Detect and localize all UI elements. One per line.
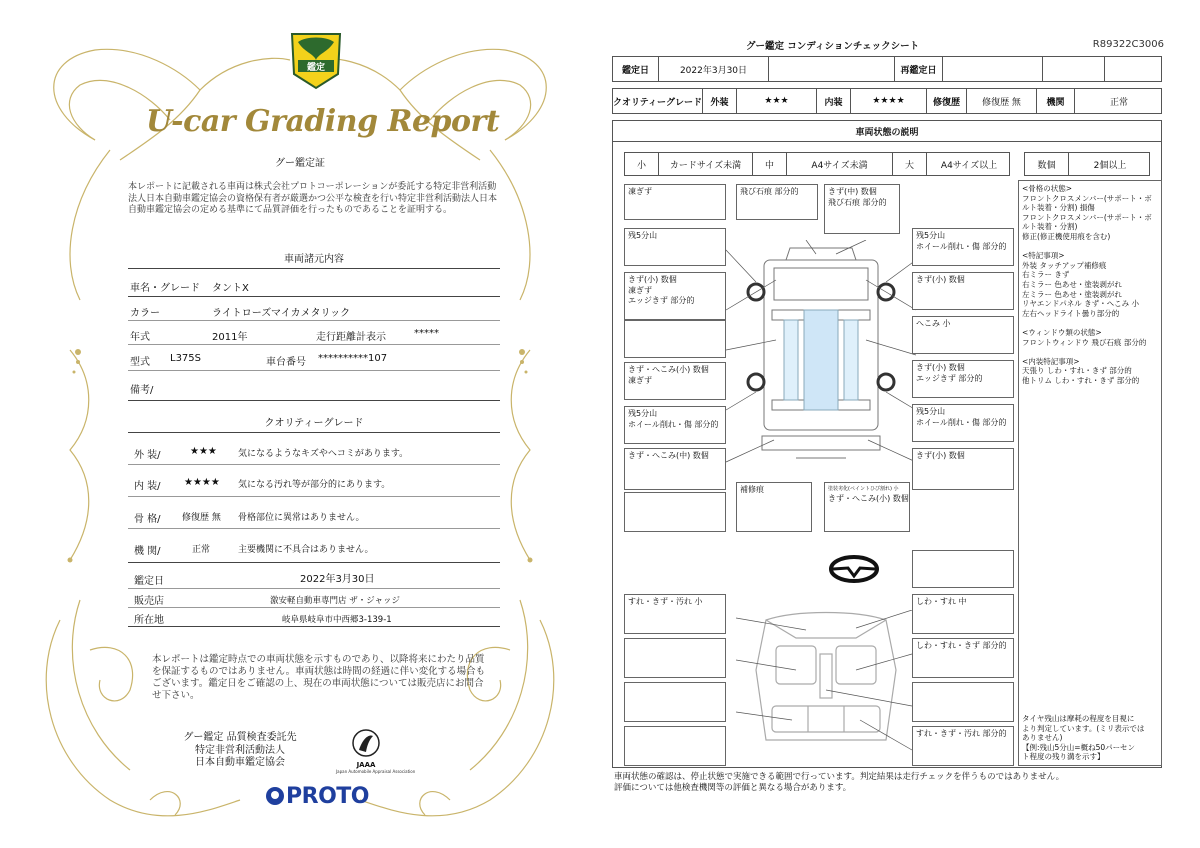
- interior-value: ★★★★: [851, 89, 927, 113]
- count-label: 数個: [1025, 153, 1069, 175]
- address-label: 所在地: [134, 615, 164, 626]
- sheet-footer: [614, 772, 1174, 794]
- damage-box-right-1: 残5分山 ホイール削れ・傷 部分的: [912, 228, 1014, 266]
- interior-label: 内装: [817, 89, 851, 113]
- damage-box-left-4: きず・へこみ(小) 数個 凍ぎず: [624, 362, 726, 400]
- chassis-label: 車台番号: [266, 357, 306, 368]
- frame-value: 修復歴 無: [182, 513, 221, 523]
- damage-box-top-center: 飛び石痕 部分的: [736, 184, 818, 220]
- exterior-comment: 気になるようなキズやヘコミがあります。: [238, 449, 409, 459]
- logo-text: 鑑定: [306, 63, 326, 73]
- damage-box-right-2: きず(小) 数個: [912, 272, 1014, 310]
- address-value: 岐阜県岐阜市中西郷3-139-1: [282, 615, 392, 625]
- damage-box-top-left: 凍ぎず: [624, 184, 726, 220]
- quality-row: [612, 88, 1162, 114]
- damage-box-left-3: [624, 320, 726, 358]
- interior-box-left-1: すれ・きず・汚れ 小: [624, 594, 726, 634]
- jaaa-emblem-icon: [351, 728, 381, 758]
- chassis-value: **********107: [318, 353, 388, 364]
- exterior-value: ★★★: [737, 89, 817, 113]
- damage-box-top-right: きず(中) 数個 飛び石痕 部分的: [824, 184, 900, 234]
- model-label: 型式: [130, 357, 150, 368]
- date-label: 鑑定日: [134, 576, 164, 587]
- interior-box-right-5: すれ・きず・汚れ 部分的: [912, 726, 1014, 766]
- legend-medium-desc: A4サイズ未満: [787, 153, 893, 175]
- footer-line-2: 評価については他検査機関等の評価と異なる場合があります。: [614, 783, 852, 793]
- org-line-1: グー鑑定 品質検査委託先: [183, 732, 297, 743]
- remarks-label: 備考/: [130, 385, 154, 396]
- proto-mark-icon: [266, 787, 284, 805]
- certificate-subtitle: グー鑑定証: [275, 158, 325, 169]
- footer-line-1: 車両状態の確認は、停止状態で実施できる範囲で行っています。判定結果は走行チェックを伴うものではありません。: [614, 772, 1065, 782]
- shop-label: 販売店: [134, 596, 164, 607]
- damage-box-left-2: きず(小) 数個 凍ぎず エッジきず 部分的: [624, 272, 726, 320]
- count-legend: [1024, 152, 1150, 176]
- interior-box-right-1: [912, 550, 1014, 588]
- engine-comment: 主要機関に不具合はありません。: [238, 545, 374, 555]
- damage-box-right-4: きず(小) 数個 エッジきず 部分的: [912, 360, 1014, 398]
- engine-label: 機関: [1037, 89, 1075, 113]
- interior-box-left-4: [624, 726, 726, 766]
- shield-logo-icon: [288, 30, 344, 90]
- org-line-3: 日本自動車鑑定協会: [195, 757, 285, 768]
- condition-heading: 車両状態の説明: [612, 120, 1162, 142]
- count-value: 2個以上: [1093, 160, 1127, 171]
- color-label: カラー: [130, 308, 160, 319]
- specs-heading: 車両諸元内容: [284, 254, 344, 265]
- quality-label: クオリティーグレード: [613, 89, 703, 113]
- condition-check-sheet: [606, 30, 1176, 810]
- exterior-label: 外 装/: [134, 450, 161, 461]
- report-title: U-car Grading Report: [146, 104, 500, 139]
- exterior-label: 外装: [703, 89, 737, 113]
- org-line-2: 特定非営利活動法人: [195, 744, 285, 756]
- sheet-title: グー鑑定 コンディションチェックシート: [746, 41, 920, 52]
- legend-small-desc: カードサイズ未満: [659, 153, 753, 175]
- sheet-reference: R89322C3006: [1092, 39, 1164, 50]
- jaaa-sub: Japan Automobile Appraisal Association: [336, 769, 416, 774]
- damage-box-left-7: [624, 492, 726, 532]
- steering-wheel-icon: [828, 554, 880, 584]
- repair-value: 修復歴 無: [967, 89, 1037, 113]
- special-notes: <骨格の状態> フロントクロスメンバー(サポート・ボ ルト装着・分割) 損傷 フロントクロスメンバー(サポート・ボ ルト装着・分割) 修正(修正機使用痕を含む) <特記事項> 外装 タッチアップ補修痕 右ミラー きず 右ミラー 色あせ・塗装剥がれ 左ミラー 色あせ・塗装剥がれ リヤエンドパネル きず・へこみ 小 左右ヘッドライト曇り部分的 <ウィンドウ類の状態> フロントウィンドウ 飛び石痕 部分的 <内装特記事項> 天張り しわ・すれ・きず 部分的 他トリム しわ・すれ・きず 部分的: [1018, 180, 1162, 766]
- model-value: L375S: [170, 353, 202, 364]
- appraisal-date-label: 鑑定日: [613, 57, 659, 81]
- damage-box-bottom-1: 補修痕: [736, 482, 812, 532]
- proto-label: PROTO: [286, 784, 369, 809]
- year-value: 2011年: [212, 332, 248, 343]
- appraisal-date-value: 2022年3月30日: [659, 57, 769, 81]
- year-label: 年式: [130, 332, 150, 343]
- intro-text: 本レポートに記載される車両は株式会社プロトコーポレーションが委託する特定非営利活動法人日本自動車鑑定協会の資格保有者が厳選かつ公平な検査を行い特定非営利活動法人日本自動車鑑定協会の定める基準にて品質評価を行ったものであることを証明する。: [128, 182, 498, 215]
- damage-box-right-3: へこみ 小: [912, 316, 1014, 354]
- name-label: 車名・グレード: [130, 283, 200, 294]
- engine-value: 正常: [1109, 97, 1128, 108]
- engine-label: 機 関/: [134, 546, 161, 557]
- organization-block: [170, 732, 310, 770]
- date-row: [612, 56, 1162, 82]
- interior-comment: 気になる汚れ等が部分的にあります。: [238, 480, 391, 490]
- legend-large: 大: [893, 153, 927, 175]
- date-value: 2022年3月30日: [300, 574, 375, 585]
- interior-box-right-2: しわ・すれ 中: [912, 594, 1014, 634]
- blank-cell: [769, 57, 895, 81]
- legend-medium: 中: [753, 153, 787, 175]
- proto-logo: [266, 784, 369, 809]
- interior-label: 内 装/: [134, 481, 161, 492]
- car-top-view-diagram: [716, 240, 926, 470]
- damage-box-right-6: きず(小) 数個: [912, 448, 1014, 490]
- interior-box-right-3: しわ・すれ・きず 部分的: [912, 638, 1014, 678]
- damage-box-left-1: 残5分山: [624, 228, 726, 266]
- frame-comment: 骨格部位に異常はありません。: [238, 513, 365, 523]
- reappraisal-label: 再鑑定日: [895, 57, 943, 81]
- damage-box-bottom-2: 塗装劣化(ペイントひび割れ) 小 きず・へこみ(小) 数個: [824, 482, 910, 532]
- damage-box-left-6: きず・へこみ(中) 数個: [624, 448, 726, 490]
- interior-box-left-3: [624, 682, 726, 722]
- blank-cell: [1043, 57, 1105, 81]
- legend-small: 小: [625, 153, 659, 175]
- odometer-value: *****: [414, 328, 439, 339]
- exterior-stars: ★★★: [190, 446, 217, 457]
- quality-heading: クオリティーグレード: [264, 418, 364, 429]
- interior-box-right-4: [912, 682, 1014, 722]
- odometer-label: 走行距離計表示: [316, 332, 386, 343]
- interior-stars: ★★★★: [184, 477, 220, 488]
- interior-box-left-2: [624, 638, 726, 678]
- car-interior-diagram: [736, 610, 916, 760]
- notice-text: 本レポートは鑑定時点での車両状態を示すものであり、以降将来にわたり品質を保証するものではありません。車両状態は時間の経過に伴い変化する場合もございます。鑑定日をご確認の上、現在の車両状態については販売店にお問合せ下さい。: [152, 654, 486, 701]
- tyre-note: タイヤ残山は摩耗の程度を目視に より判定しています。(ミリ表示では ありません) 【例:残山5分山=概ね50パーセン ト程度の残り溝を示す】: [1022, 714, 1145, 762]
- legend-large-desc: A4サイズ以上: [940, 160, 998, 171]
- name-value: タントX: [212, 283, 249, 294]
- size-legend: [624, 152, 1010, 176]
- jaaa-label: JAAA: [356, 761, 376, 769]
- reappraisal-value: [943, 57, 1043, 81]
- blank-cell: [1105, 57, 1163, 81]
- shop-value: 激安軽自動車専門店 ザ・ジャッジ: [270, 596, 401, 606]
- damage-box-right-5: 残5分山 ホイール削れ・傷 部分的: [912, 404, 1014, 442]
- goo-kantei-logo: [288, 30, 344, 90]
- repair-label: 修復歴: [927, 89, 967, 113]
- frame-label: 骨 格/: [134, 514, 161, 525]
- damage-box-left-5: 残5分山 ホイール削れ・傷 部分的: [624, 406, 726, 444]
- color-value: ライトローズマイカメタリック: [212, 308, 351, 319]
- jaaa-logo: [336, 728, 416, 774]
- engine-value: 正常: [192, 545, 211, 555]
